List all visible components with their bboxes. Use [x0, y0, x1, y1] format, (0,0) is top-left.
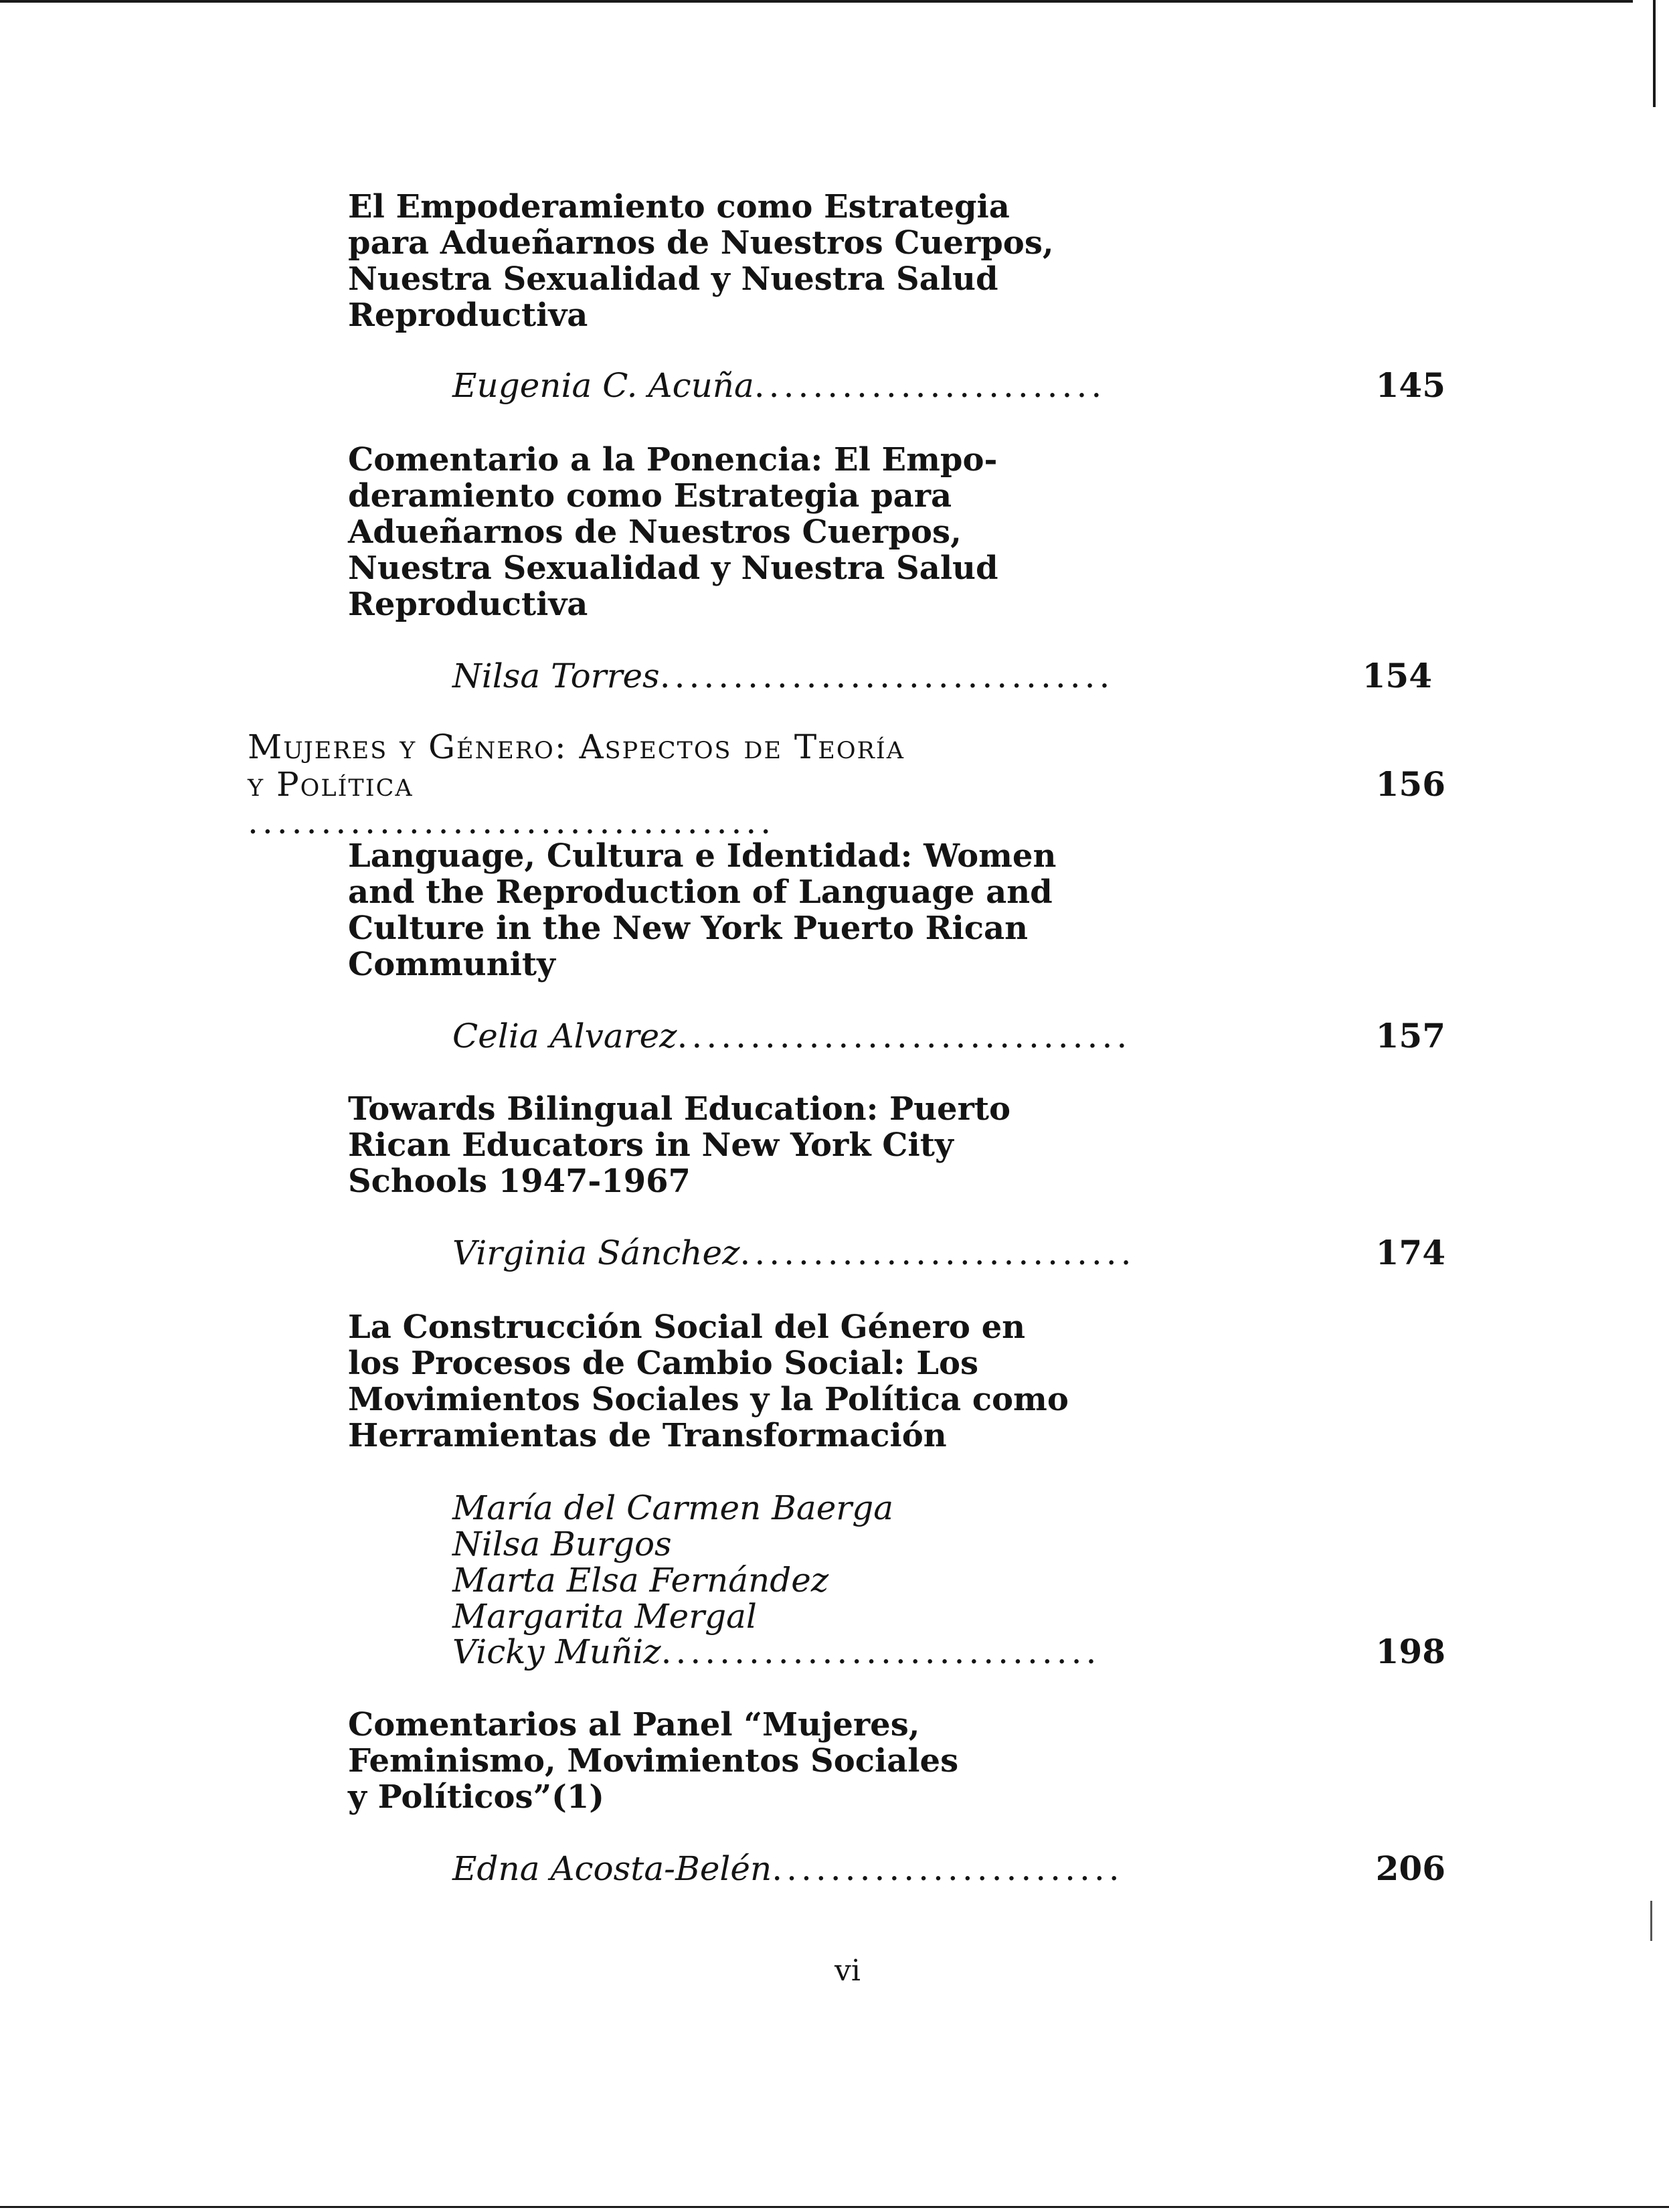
- page-number: 174: [1375, 1233, 1445, 1272]
- author-list: [452, 1490, 893, 1634]
- author-name: Marta Elsa Fernández: [452, 1561, 829, 1600]
- author-name: Edna Acosta-Belén: [452, 1849, 772, 1888]
- toc-entry-author-line: [452, 1633, 1100, 1671]
- toc-entry-title: El Empoderamiento como Estrategia para Adueñarnos de Nuestros Cuerpos, Nuestra Sexualidad y Nuestra Salud Reproductiva: [348, 188, 1054, 334]
- toc-entry-title: Language, Cultura e Identidad: Women and the Reproduction of Language and Culture in the New York Puerto Rican Community: [348, 837, 1057, 983]
- page-number: 154: [1362, 656, 1432, 695]
- page-number: 145: [1375, 365, 1445, 405]
- page-number: 198: [1375, 1632, 1445, 1671]
- leader-dots: ...............................: [677, 1017, 1132, 1055]
- leader-dots: ...............................: [659, 657, 1114, 695]
- author-name: María del Carmen Baerga: [452, 1488, 894, 1527]
- toc-entry-author-line: [452, 1850, 1124, 1887]
- toc-entry-author-line: [452, 657, 1114, 695]
- leader-dots: ....................................: [248, 802, 776, 841]
- author-name: Celia Alvarez: [452, 1017, 677, 1055]
- page-number: 157: [1375, 1016, 1445, 1055]
- leader-dots: ........................: [772, 1849, 1124, 1888]
- author-name: Margarita Mergal: [452, 1597, 757, 1636]
- toc-entry-author-line: [452, 1017, 1131, 1055]
- author-name: Eugenia C. Acuña: [452, 366, 754, 405]
- toc-entry-title: Towards Bilingual Education: Puerto Rican Educators in New York City Schools 1947-1967: [348, 1090, 1011, 1200]
- leader-dots: ...........................: [739, 1233, 1136, 1272]
- toc-entry-title: La Construcción Social del Género en los Procesos de Cambio Social: Los Movimientos Sociales y la Política como Herramientas de Transformación: [348, 1308, 1069, 1454]
- leader-dots: ..............................: [661, 1632, 1101, 1671]
- page-number: 156: [1375, 764, 1445, 804]
- author-name: Virginia Sánchez: [452, 1233, 740, 1272]
- author-name: Nilsa Burgos: [452, 1525, 672, 1563]
- author-name: Vicky Muñiz: [452, 1632, 661, 1671]
- page-number: 206: [1375, 1849, 1445, 1888]
- leader-dots: ........................: [754, 366, 1106, 405]
- author-name: Nilsa Torres: [452, 657, 660, 695]
- page-folio: vi: [834, 1954, 861, 1988]
- toc-entry-author-line: [452, 1234, 1136, 1272]
- section-heading: Mujeres y Género: Aspectos de Teoría y Política ....................................: [248, 728, 905, 841]
- toc-entry-title: Comentario a la Ponencia: El Empo- deramiento como Estrategia para Adueñarnos de Nuestros Cuerpos, Nuestra Sexualidad y Nuestra Salud Reproductiva: [348, 441, 998, 623]
- toc-entry-author-line: [452, 367, 1106, 404]
- toc-entry-title: Comentarios al Panel “Mujeres, Feminismo, Movimientos Sociales y Políticos”(1): [348, 1706, 959, 1816]
